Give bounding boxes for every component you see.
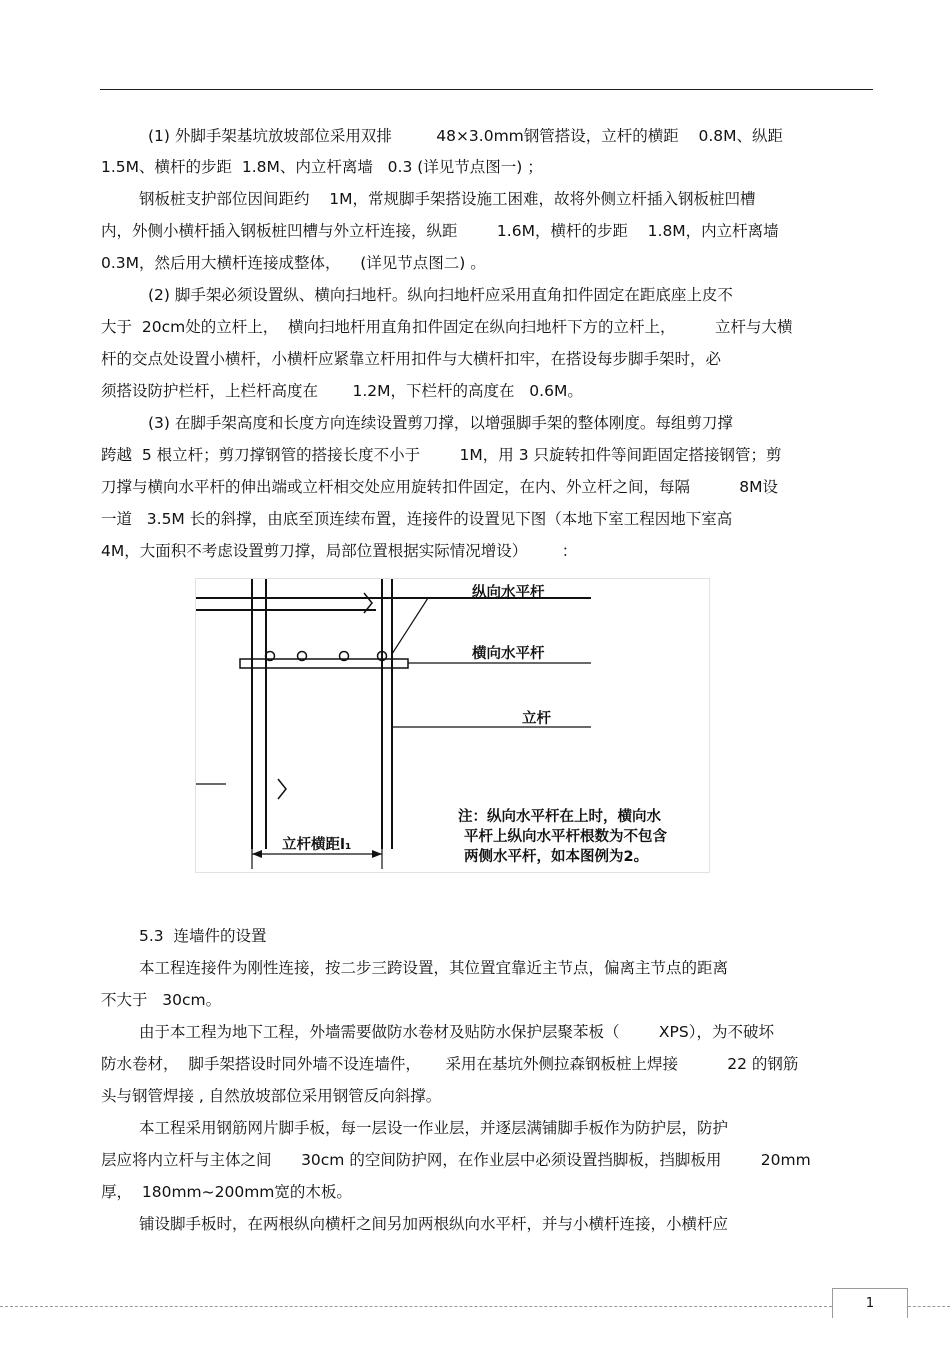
figure-note-line: 平杆上纵向水平杆根数为不包含 xyxy=(464,829,667,845)
header-rule xyxy=(100,89,873,90)
paragraph-line: 0.3M，然后用大横杆连接成整体， (详见节点图二) 。 xyxy=(101,254,486,272)
scaffold-node-diagram xyxy=(195,578,710,873)
footer-rule xyxy=(0,1306,832,1307)
leader-longitudinal xyxy=(392,598,428,654)
label-longitudinal-bar: 纵向水平杆 xyxy=(472,585,545,601)
paragraph-line: 4M，大面积不考虑设置剪刀撑，局部位置根据实际情况增设） ： xyxy=(101,542,578,560)
dimension-arrow-right xyxy=(372,850,382,858)
paragraph-line: 由于本工程为地下工程，外墙需要做防水卷材及贴防水保护层聚苯板（ XPS），为不破坏 xyxy=(139,1023,774,1041)
footer-rule-right xyxy=(908,1306,950,1307)
paragraph-line: 1.5M、横杆的步距 1.8M、内立杆离墙 0.3 (详见节点图一) ； xyxy=(101,158,543,176)
figure-note-line: 两侧水平杆，如本图例为2。 xyxy=(464,849,649,865)
paragraph-line: 须搭设防护栏杆，上栏杆高度在 1.2M，下栏杆的高度在 0.6M。 xyxy=(101,382,583,400)
break-mark xyxy=(278,779,286,799)
paragraph-line: 本工程连接件为刚性连接，按二步三跨设置，其位置宜靠近主节点，偏离主节点的距离 xyxy=(139,959,729,977)
label-pole-spacing: 立杆横距l₁ xyxy=(282,837,352,853)
paragraph-line: 层应将内立杆与主体之间 30cm 的空间防护网，在作业层中必须设置挡脚板，挡脚板用 20mm xyxy=(101,1151,811,1169)
label-transverse-bar: 横向水平杆 xyxy=(472,646,545,662)
paragraph-line: 防水卷材， 脚手架搭设时同外墙不设连墙件， 采用在基坑外侧拉森钢板桩上焊接 22 的钢筋 xyxy=(101,1055,799,1073)
paragraph-line: (3) 在脚手架高度和长度方向连续设置剪刀撑，以增强脚手架的整体刚度。每组剪刀撑 xyxy=(148,414,733,432)
paragraph-line: 钢板桩支护部位因间距约 1M，常规脚手架搭设施工困难，故将外侧立杆插入钢板桩凹槽 xyxy=(139,190,756,208)
paragraph-line: (2) 脚手架必须设置纵、横向扫地杆。纵向扫地杆应采用直角扣件固定在距底座上皮不 xyxy=(148,286,733,304)
paragraph-line: 一道 3.5M 长的斜撑，由底至顶连续布置，连接件的设置见下图（本地下室工程因地下室高 xyxy=(101,510,733,528)
paragraph-line: 刀撑与横向水平杆的伸出端或立杆相交处应用旋转扣件固定，在内、外立杆之间，每隔 8M设 xyxy=(101,478,779,496)
figure-note-line: 注：纵向水平杆在上时，横向水 xyxy=(458,809,661,825)
paragraph-line: 厚， 180mm~200mm宽的木板。 xyxy=(101,1183,352,1201)
page-number: 1 xyxy=(832,1288,908,1318)
paragraph-line: 本工程采用钢筋网片脚手板，每一层设一作业层，并逐层满铺脚手板作为防护层，防护 xyxy=(139,1119,729,1137)
paragraph-line: 不大于 30cm。 xyxy=(101,991,222,1009)
paragraph-line: 内，外侧小横杆插入钢板桩凹槽与外立杆连接，纵距 1.6M，横杆的步距 1.8M，内立杆离墙 xyxy=(101,222,779,240)
section-heading: 5.3 连墙件的设置 xyxy=(139,927,267,945)
paragraph-line: 大于 20cm处的立杆上， 横向扫地杆用直角扣件固定在纵向扫地杆下方的立杆上， 立杆与大横 xyxy=(101,318,793,336)
paragraph-line: 跨越 5 根立杆；剪刀撑钢管的搭接长度不小于 1M，用 3 只旋转扣件等间距固定搭接钢管；剪 xyxy=(101,446,782,464)
label-pole: 立杆 xyxy=(522,711,551,727)
paragraph-line: (1) 外脚手架基坑放坡部位采用双排 48×3.0mm钢管搭设，立杆的横距 0.8M、纵距 xyxy=(148,127,784,145)
paragraph-line: 杆的交点处设置小横杆，小横杆应紧靠立杆用扣件与大横杆扣牢，在搭设每步脚手架时，必 xyxy=(101,350,722,368)
paragraph-line: 铺设脚手板时，在两根纵向横杆之间另加两根纵向水平杆，并与小横杆连接，小横杆应 xyxy=(139,1215,729,1233)
paragraph-line: 头与钢管焊接 , 自然放坡部位采用钢管反向斜撑。 xyxy=(101,1087,442,1105)
dimension-arrow-left xyxy=(252,850,262,858)
